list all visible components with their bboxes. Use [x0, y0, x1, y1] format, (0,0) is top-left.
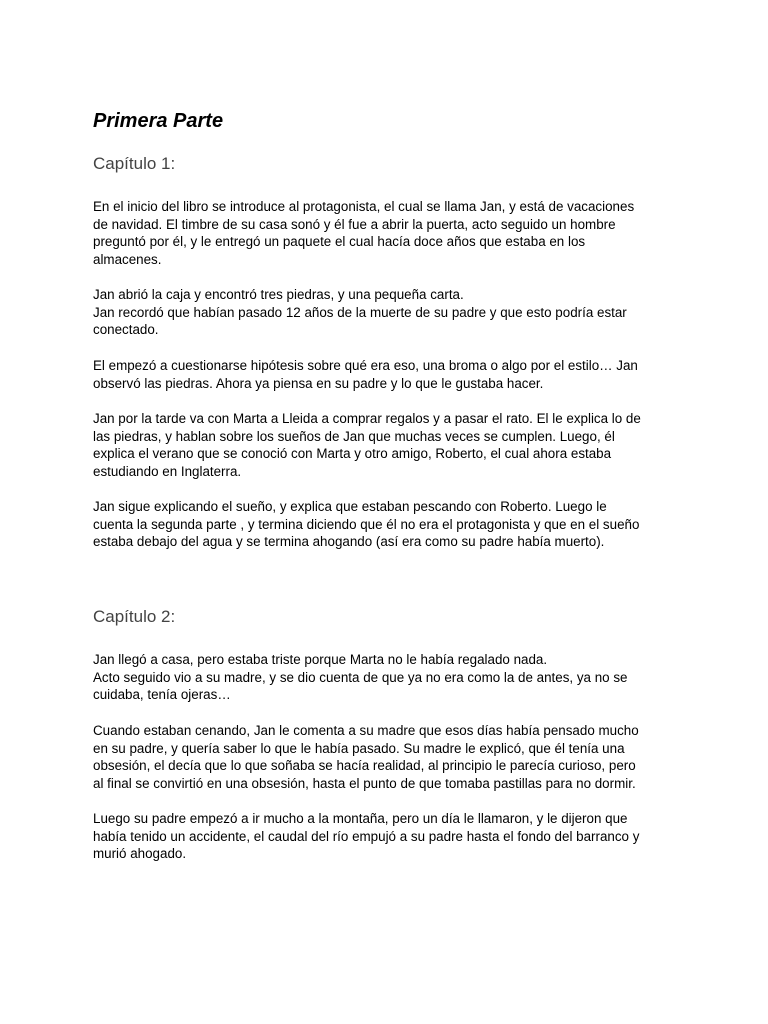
chapter-2-paragraph [93, 651, 683, 704]
text-line: almacenes. [93, 251, 162, 267]
chapter-2-paragraph [93, 810, 683, 863]
text-line: estudiando en Inglaterra. [93, 463, 242, 479]
text-line: explica el verano que se conoció con Marta y otro amigo, Roberto, el cual ahora estaba [93, 446, 612, 462]
text-line: Jan sigue explicando el sueño, y explica que estaban pescando con Roberto. Luego le [93, 499, 607, 514]
text-line: observó las piedras. Ahora ya piensa en su padre y lo que le gustaba hacer. [93, 375, 544, 391]
text-line: de navidad. El timbre de su casa sonó y él fue a abrir la puerta, acto seguido un hombre [93, 216, 616, 232]
text-line: preguntó por él, y le entregó un paquete el cual hacía doce años que estaba en los [93, 234, 586, 250]
text-line: murió ahogado. [93, 846, 187, 862]
text-line: Jan por la tarde va con Marta a Lleida a comprar regalos y a pasar el rato. El le explica lo de [93, 411, 641, 426]
chapter-1-paragraph [93, 410, 683, 480]
text-line: cuidaba, tenía ojeras… [93, 687, 231, 703]
chapter-1-paragraph [93, 498, 683, 551]
text-line: cuenta la segunda parte , y termina diciendo que él no era el protagonista y que en el sueño [93, 516, 640, 532]
text-line: había tenido un accidente, el caudal del río empujó a su padre hasta el fondo del barranco y [93, 828, 640, 844]
text-line: El empezó a cuestionarse hipótesis sobre qué era eso, una broma o algo por el estilo… Jan [93, 358, 638, 373]
text-line: Cuando estaban cenando, Jan le comenta a su madre que esos días había pensado mucho [93, 723, 639, 738]
document-title: Primera Parte [93, 110, 224, 132]
text-line: estaba debajo del agua y se termina ahogando (así era como su padre había muerto). [93, 534, 605, 550]
chapter-1-paragraph [93, 357, 683, 392]
chapter-1-paragraph [93, 198, 683, 268]
text-line: Jan llegó a casa, pero estaba triste porque Marta no le había regalado nada. [93, 652, 548, 667]
text-line: Acto seguido vio a su madre, y se dio cuenta de que ya no era como la de antes, ya no se [93, 669, 628, 685]
text-line: obsesión, el decía que lo que soñaba se hacía realidad, al principio le parecía curioso, pero [93, 758, 636, 774]
chapter-1-heading: Capítulo 1: [93, 154, 176, 173]
chapter-2-heading: Capítulo 2: [93, 607, 176, 626]
text-line: Luego su padre empezó a ir mucho a la montaña, pero un día le llamaron, y le dijeron que [93, 811, 628, 826]
text-line: Jan recordó que habían pasado 12 años de la muerte de su padre y que esto podría estar [93, 304, 627, 320]
chapter-2-paragraph [93, 722, 683, 792]
text-line: En el inicio del libro se introduce al protagonista, el cual se llama Jan, y está de vacaciones [93, 199, 635, 214]
text-line: las piedras, y hablan sobre los sueños de Jan que muchas veces se cumplen. Luego, él [93, 428, 615, 444]
text-line: Jan abrió la caja y encontró tres piedras, y una pequeña carta. [93, 287, 464, 302]
text-line: conectado. [93, 322, 159, 338]
text-line: en su padre, y quería saber lo que le había pasado. Su madre le explicó, que él tenía una [93, 740, 625, 756]
text-line: al final se convirtió en una obsesión, hasta el punto de que tomaba pastillas para no dormir. [93, 775, 636, 791]
chapter-1-paragraph [93, 286, 683, 339]
